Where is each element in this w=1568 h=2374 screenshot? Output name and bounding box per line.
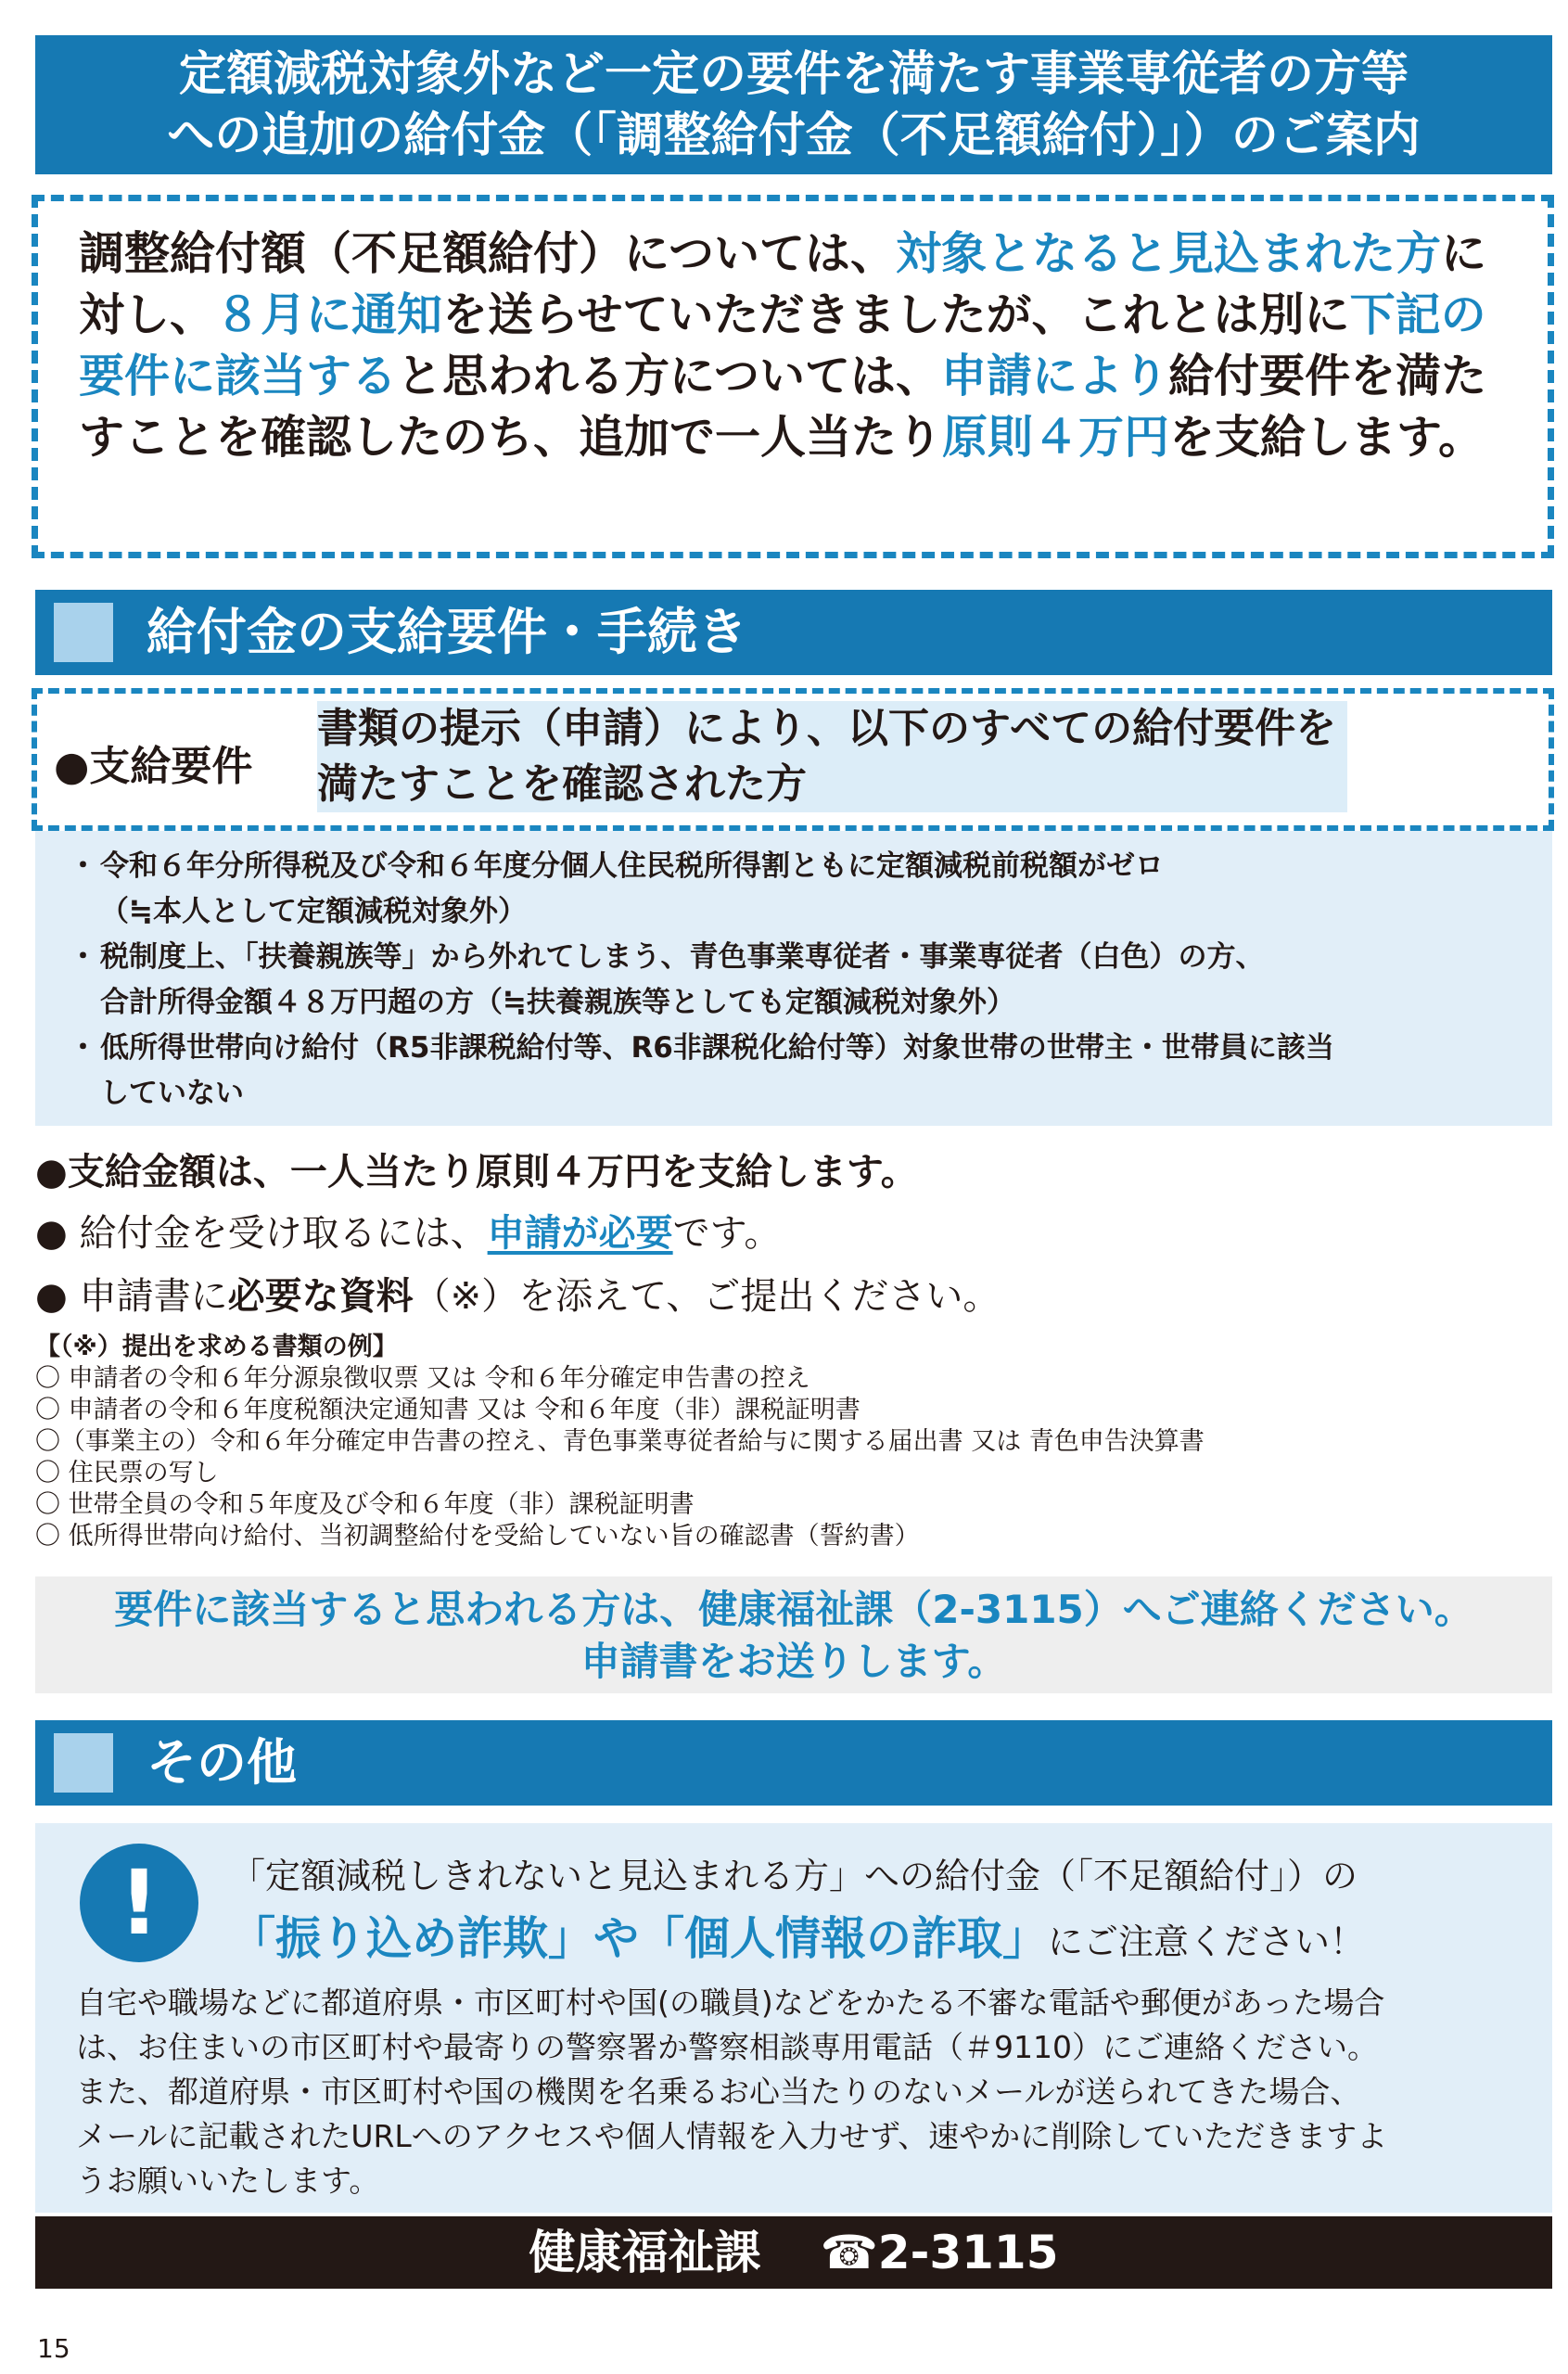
fraud-warning-box bbox=[35, 1823, 1552, 2213]
documents-heading: 【（※）提出を求める書類の例】 bbox=[35, 1333, 398, 1361]
condition-text: 税制度上、「扶養親族等」から外れてしまう、青色事業専従者・事業専従者（白色）の方、 bbox=[100, 940, 1265, 974]
page-number: 15 bbox=[37, 2333, 70, 2364]
list-item bbox=[69, 844, 1552, 935]
section-header-requirements bbox=[35, 590, 1552, 675]
amount-line: ●支給金額は、一人当たり原則４万円を支給します。 bbox=[35, 1151, 918, 1193]
intro-box bbox=[32, 195, 1554, 558]
phone-number: ☎2-3115 bbox=[820, 2226, 1059, 2279]
conditions-list bbox=[35, 831, 1552, 1126]
requirement-label: ●支給要件 bbox=[54, 743, 253, 790]
condition-text: 合計所得金額４８万円超の方（≒扶養親族等としても定額減税対象外） bbox=[100, 986, 1015, 1019]
warning-line bbox=[230, 1903, 1365, 1968]
title-line-1: 定額減税対象外など一定の要件を満たす事業専従者の方等 bbox=[178, 47, 1409, 102]
page-title bbox=[35, 35, 1552, 174]
bullet: ・ bbox=[69, 849, 97, 883]
list-item: 〇 低所得世帯向け給付、当初調整給付を受給していない旨の確認書（誓約書） bbox=[35, 1522, 920, 1551]
requirement-box bbox=[32, 688, 1554, 831]
condition-text: 低所得世帯向け給付（R5非課税給付等、R6非課税化給付等）対象世帯の世帯主・世帯員に該当 bbox=[100, 1031, 1334, 1065]
line-text: です。 bbox=[672, 1212, 782, 1255]
title-line-2: への追加の給付金（「調整給付金（不足額給付）」）のご案内 bbox=[167, 108, 1421, 163]
section-header-other bbox=[35, 1720, 1552, 1806]
warning-emphasis: 「個人情報の詐取」 bbox=[639, 1912, 1049, 1965]
section-title: 給付金の支給要件・手続き bbox=[147, 603, 747, 661]
list-item bbox=[69, 935, 1552, 1026]
list-item: 〇 申請者の令和６年分源泉徴収票 又は 令和６年分確定申告書の控え bbox=[35, 1364, 810, 1393]
intro-text: に対し、 bbox=[79, 227, 1487, 341]
condition-text: （≒本人として定額減税対象外） bbox=[100, 895, 527, 928]
contact-line: 要件に該当すると思われる方は、健康福祉課（2-3115）へご連絡ください。 bbox=[114, 1587, 1473, 1632]
intro-highlight: 下記の要件に該当する bbox=[79, 288, 1486, 402]
line-text: （※）を添えて、ご提出ください。 bbox=[413, 1275, 1001, 1318]
warning-emphasis: 「振り込め詐欺」 bbox=[230, 1912, 594, 1965]
body-line: 自宅や職場などに都道府県・市区町村や国(の職員)などをかたる不審な電話や郵便があった場合 bbox=[76, 1985, 1385, 2021]
section-square-icon bbox=[54, 603, 113, 662]
intro-text: を支給します。 bbox=[1169, 411, 1485, 464]
intro-highlight: 申請により bbox=[941, 350, 1169, 402]
list-item: 〇（事業主の）令和６年分確定申告書の控え、青色事業専従者給与に関する届出書 又は 青色申告決算書 bbox=[35, 1427, 1205, 1456]
intro-text: を送らせていただきましたが、これとは別に bbox=[442, 288, 1350, 341]
bullet: ・ bbox=[69, 940, 97, 974]
emphasis-text: 申請が必要 bbox=[487, 1212, 673, 1255]
intro-highlight: ８月に通知 bbox=[215, 288, 443, 341]
application-required-line bbox=[35, 1207, 781, 1259]
body-line: メールに記載されたURLへのアクセスや個人情報を入力せず、速やかに削除していただきますよ bbox=[76, 2118, 1388, 2154]
footer-bar bbox=[35, 2216, 1552, 2289]
list-item: 〇 住民票の写し bbox=[35, 1459, 219, 1487]
body-line: は、お住まいの市区町村や最寄りの警察署か警察相談専用電話（＃9110）にご連絡ください。 bbox=[76, 2029, 1378, 2065]
requirement-line: 満たすことを確認された方 bbox=[317, 760, 807, 808]
section-title: その他 bbox=[147, 1733, 297, 1792]
intro-text: 給付要件を満たすことを確認したのち、追加で一人当たり bbox=[79, 350, 1487, 464]
bullet: ・ bbox=[69, 1031, 97, 1065]
requirement-text bbox=[317, 701, 1347, 812]
contact-notice bbox=[35, 1576, 1552, 1693]
list-item bbox=[69, 1026, 1552, 1117]
intro-highlight: 対象となると見込まれた方 bbox=[896, 227, 1442, 280]
warning-emphasis: や bbox=[593, 1912, 640, 1965]
list-item: 〇 申請者の令和６年度税額決定通知書 又は 令和６年度（非）課税証明書 bbox=[35, 1396, 860, 1424]
warning-body bbox=[76, 1981, 1523, 2203]
department-name: 健康福祉課 bbox=[529, 2226, 761, 2279]
condition-text: 令和６年分所得税及び令和６年度分個人住民税所得割ともに定額減税前税額がゼロ bbox=[100, 849, 1164, 883]
intro-highlight: 原則４万円 bbox=[942, 411, 1170, 464]
requirement-line: 書類の提示（申請）により、以下のすべての給付要件を bbox=[317, 705, 1337, 752]
section-square-icon bbox=[54, 1733, 113, 1793]
exclamation-icon: ! bbox=[80, 1844, 198, 1962]
list-item: 〇 世帯全員の令和５年度及び令和６年度（非）課税証明書 bbox=[35, 1490, 695, 1519]
body-line: また、都道府県・市区町村や国の機関を名乗るお心当たりのないメールが送られてきた場合、 bbox=[76, 2074, 1361, 2110]
line-text: ● 申請書に bbox=[35, 1275, 228, 1318]
contact-line: 申請書をお送りします。 bbox=[580, 1639, 1007, 1684]
emphasis-text: 必要な資料 bbox=[227, 1275, 414, 1318]
condition-text: していない bbox=[100, 1077, 244, 1110]
documents-list bbox=[35, 1332, 1205, 1552]
warning-line: 「定額減税しきれないと見込まれる方」への給付金（「不足額給付」）の bbox=[230, 1856, 1358, 1896]
line-text: ● 給付金を受け取るには、 bbox=[35, 1212, 488, 1255]
intro-text: と思われる方については、 bbox=[397, 350, 942, 402]
documents-required-line bbox=[35, 1270, 1000, 1322]
warning-text: にご注意ください！ bbox=[1048, 1921, 1366, 1962]
intro-text: 調整給付額（不足額給付）については、 bbox=[79, 227, 897, 280]
body-line: うお願いいたします。 bbox=[76, 2163, 380, 2199]
